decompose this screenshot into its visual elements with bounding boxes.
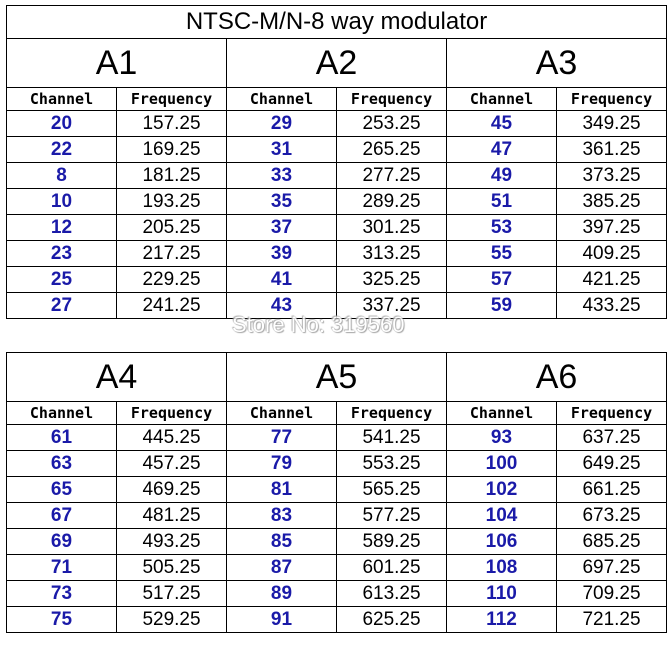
channel-cell: 22 xyxy=(7,137,117,163)
table-row xyxy=(7,215,667,241)
frequency-cell: 493.25 xyxy=(117,529,227,555)
frequency-cell: 469.25 xyxy=(117,477,227,503)
channel-cell: 104 xyxy=(447,503,557,529)
channel-cell: 75 xyxy=(7,607,117,633)
table-row xyxy=(7,607,667,633)
channel-cell: 41 xyxy=(227,267,337,293)
channel-cell: 77 xyxy=(227,425,337,451)
frequency-cell: 385.25 xyxy=(557,189,667,215)
channel-cell: 25 xyxy=(7,267,117,293)
channel-cell: 47 xyxy=(447,137,557,163)
group-name: A2 xyxy=(227,39,447,88)
channel-cell: 102 xyxy=(447,477,557,503)
table-title: NTSC-M/N-8 way modulator xyxy=(7,6,667,39)
frequency-cell: 301.25 xyxy=(337,215,447,241)
frequency-cell: 625.25 xyxy=(337,607,447,633)
channel-cell: 43 xyxy=(227,293,337,319)
channel-cell: 85 xyxy=(227,529,337,555)
channel-cell: 59 xyxy=(447,293,557,319)
frequency-cell: 409.25 xyxy=(557,241,667,267)
channel-column-header: Channel xyxy=(7,88,117,111)
channel-cell: 108 xyxy=(447,555,557,581)
frequency-column-header: Frequency xyxy=(117,88,227,111)
table-row xyxy=(7,477,667,503)
group-header-row xyxy=(7,353,667,402)
table-row xyxy=(7,163,667,189)
frequency-cell: 433.25 xyxy=(557,293,667,319)
frequency-table-top xyxy=(6,5,667,319)
frequency-cell: 721.25 xyxy=(557,607,667,633)
channel-cell: 27 xyxy=(7,293,117,319)
channel-cell: 93 xyxy=(447,425,557,451)
table-row xyxy=(7,111,667,137)
frequency-cell: 649.25 xyxy=(557,451,667,477)
frequency-cell: 217.25 xyxy=(117,241,227,267)
group-name: A3 xyxy=(447,39,667,88)
channel-cell: 71 xyxy=(7,555,117,581)
group-name: A6 xyxy=(447,353,667,402)
channel-column-header: Channel xyxy=(447,88,557,111)
frequency-cell: 673.25 xyxy=(557,503,667,529)
frequency-cell: 337.25 xyxy=(337,293,447,319)
frequency-column-header: Frequency xyxy=(117,402,227,425)
channel-cell: 110 xyxy=(447,581,557,607)
channel-cell: 51 xyxy=(447,189,557,215)
channel-cell: 12 xyxy=(7,215,117,241)
frequency-cell: 529.25 xyxy=(117,607,227,633)
frequency-cell: 709.25 xyxy=(557,581,667,607)
channel-cell: 31 xyxy=(227,137,337,163)
frequency-cell: 205.25 xyxy=(117,215,227,241)
frequency-cell: 313.25 xyxy=(337,241,447,267)
frequency-cell: 601.25 xyxy=(337,555,447,581)
frequency-cell: 481.25 xyxy=(117,503,227,529)
table-row xyxy=(7,189,667,215)
frequency-cell: 421.25 xyxy=(557,267,667,293)
channel-cell: 65 xyxy=(7,477,117,503)
channel-cell: 79 xyxy=(227,451,337,477)
group-name: A5 xyxy=(227,353,447,402)
channel-column-header: Channel xyxy=(7,402,117,425)
channel-cell: 29 xyxy=(227,111,337,137)
channel-cell: 55 xyxy=(447,241,557,267)
frequency-cell: 277.25 xyxy=(337,163,447,189)
frequency-cell: 349.25 xyxy=(557,111,667,137)
frequency-cell: 241.25 xyxy=(117,293,227,319)
frequency-cell: 517.25 xyxy=(117,581,227,607)
frequency-cell: 637.25 xyxy=(557,425,667,451)
table-row xyxy=(7,293,667,319)
frequency-cell: 193.25 xyxy=(117,189,227,215)
channel-cell: 57 xyxy=(447,267,557,293)
frequency-cell: 253.25 xyxy=(337,111,447,137)
channel-cell: 89 xyxy=(227,581,337,607)
channel-cell: 87 xyxy=(227,555,337,581)
table-row xyxy=(7,555,667,581)
table-row xyxy=(7,241,667,267)
frequency-column-header: Frequency xyxy=(337,402,447,425)
frequency-cell: 661.25 xyxy=(557,477,667,503)
group-name: A4 xyxy=(7,353,227,402)
channel-cell: 73 xyxy=(7,581,117,607)
frequency-cell: 445.25 xyxy=(117,425,227,451)
column-header-row xyxy=(7,402,667,425)
channel-cell: 61 xyxy=(7,425,117,451)
frequency-cell: 397.25 xyxy=(557,215,667,241)
frequency-cell: 589.25 xyxy=(337,529,447,555)
table-row xyxy=(7,267,667,293)
frequency-cell: 565.25 xyxy=(337,477,447,503)
channel-cell: 33 xyxy=(227,163,337,189)
frequency-cell: 289.25 xyxy=(337,189,447,215)
group-name: A1 xyxy=(7,39,227,88)
channel-cell: 10 xyxy=(7,189,117,215)
frequency-cell: 685.25 xyxy=(557,529,667,555)
channel-cell: 53 xyxy=(447,215,557,241)
frequency-cell: 265.25 xyxy=(337,137,447,163)
frequency-cell: 361.25 xyxy=(557,137,667,163)
channel-cell: 63 xyxy=(7,451,117,477)
frequency-cell: 457.25 xyxy=(117,451,227,477)
channel-cell: 39 xyxy=(227,241,337,267)
table-row xyxy=(7,451,667,477)
frequency-cell: 229.25 xyxy=(117,267,227,293)
channel-cell: 37 xyxy=(227,215,337,241)
channel-cell: 100 xyxy=(447,451,557,477)
frequency-column-header: Frequency xyxy=(337,88,447,111)
table-row xyxy=(7,137,667,163)
channel-cell: 112 xyxy=(447,607,557,633)
channel-cell: 20 xyxy=(7,111,117,137)
frequency-cell: 697.25 xyxy=(557,555,667,581)
frequency-cell: 181.25 xyxy=(117,163,227,189)
frequency-cell: 373.25 xyxy=(557,163,667,189)
channel-cell: 69 xyxy=(7,529,117,555)
table-row xyxy=(7,425,667,451)
frequency-column-header: Frequency xyxy=(557,402,667,425)
channel-column-header: Channel xyxy=(227,88,337,111)
frequency-cell: 613.25 xyxy=(337,581,447,607)
channel-cell: 35 xyxy=(227,189,337,215)
channel-cell: 106 xyxy=(447,529,557,555)
group-header-row xyxy=(7,39,667,88)
channel-column-header: Channel xyxy=(447,402,557,425)
table-row xyxy=(7,503,667,529)
channel-cell: 81 xyxy=(227,477,337,503)
frequency-cell: 169.25 xyxy=(117,137,227,163)
frequency-cell: 553.25 xyxy=(337,451,447,477)
channel-cell: 45 xyxy=(447,111,557,137)
channel-cell: 49 xyxy=(447,163,557,189)
channel-cell: 67 xyxy=(7,503,117,529)
frequency-cell: 325.25 xyxy=(337,267,447,293)
table-row xyxy=(7,529,667,555)
store-watermark: Store No: 319560 xyxy=(232,312,405,337)
frequency-cell: 157.25 xyxy=(117,111,227,137)
channel-cell: 91 xyxy=(227,607,337,633)
frequency-table-bottom xyxy=(6,352,667,633)
channel-cell: 23 xyxy=(7,241,117,267)
column-header-row xyxy=(7,88,667,111)
frequency-column-header: Frequency xyxy=(557,88,667,111)
frequency-cell: 505.25 xyxy=(117,555,227,581)
frequency-cell: 577.25 xyxy=(337,503,447,529)
channel-column-header: Channel xyxy=(227,402,337,425)
channel-cell: 8 xyxy=(7,163,117,189)
frequency-cell: 541.25 xyxy=(337,425,447,451)
table-row xyxy=(7,581,667,607)
channel-cell: 83 xyxy=(227,503,337,529)
